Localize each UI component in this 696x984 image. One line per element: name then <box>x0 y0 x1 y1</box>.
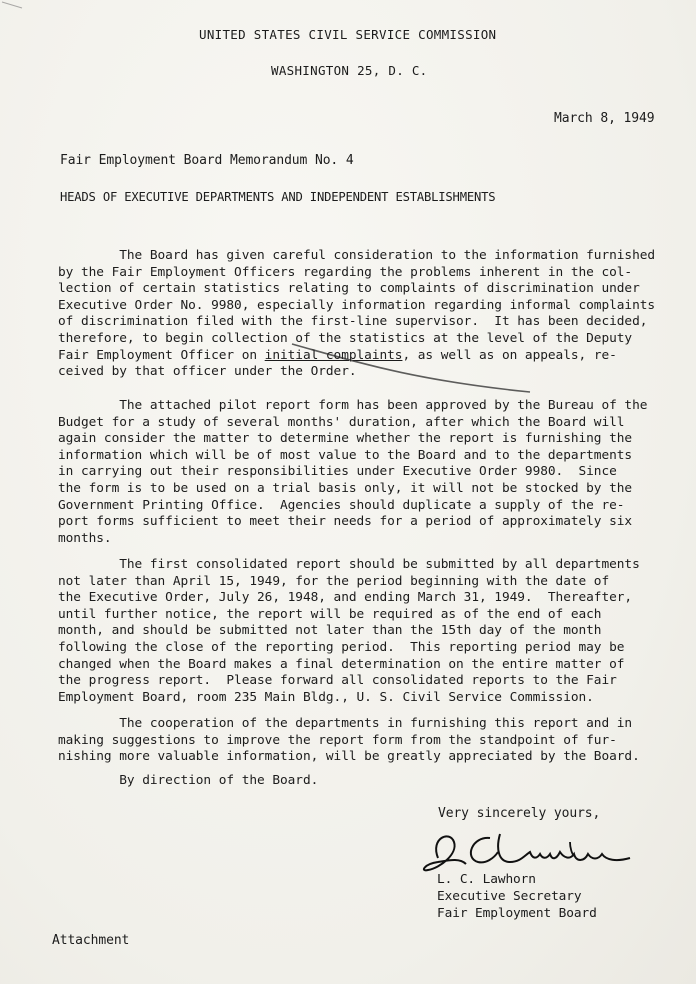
paragraph-4: The cooperation of the departments in furnishing this report and in making suggestions to improve the report form from the standpoint of fur- nishing more valuable information, will be greatly appreciated by the Board. <box>58 716 640 765</box>
paragraph-5: By direction of the Board. <box>58 773 319 788</box>
agency-heading: UNITED STATES CIVIL SERVICE COMMISSION <box>199 27 497 42</box>
handwritten-signature-icon <box>420 828 640 876</box>
paragraph-1-text-a: The Board has given careful consideration to the information furnished by the Fair Employment Officers regarding the problems inherent in the col- lection of certain statistics relating to complaints of discrimination under Executive Order No. 9980, especially information regarding informal complaints of discrimination filed with the first-line supervisor. It has been decided, therefore, to begin collection of the statistics at the level of the Deputy Fair Employment Officer on <box>58 248 656 363</box>
paragraph-3: The first consolidated report should be submitted by all departments not later than April 15, 1949, for the period beginning with the date of the Executive Order, July 26, 1948, and ending March 31, 1949. Thereafter, until further notice, the report will be required as of the end of each month, and should be submitted not later than the 15th day of the month following the close of the reporting period. This reporting period may be changed when the Board makes a final determination on the entire matter of the progress report. Please forward all consolidated reports to the Fair Employment Board, room 235 Main Bldg., U. S. Civil Service Commission. <box>58 557 640 705</box>
paragraph-1-text-b: , as well as on appeals, re- ceived by that officer under the Order. <box>58 347 617 380</box>
memo-title: Fair Employment Board Memorandum No. 4 <box>60 153 354 168</box>
attachment-note: Attachment <box>52 933 130 948</box>
paragraph-1-underlined: initial complaints <box>264 347 403 363</box>
closing-salutation: Very sincerely yours, <box>438 806 601 821</box>
signatory-board: Fair Employment Board <box>437 906 597 921</box>
signatory-name: L. C. Lawhorn <box>437 872 536 887</box>
corner-smudge-icon <box>0 0 40 20</box>
addressee: HEADS OF EXECUTIVE DEPARTMENTS AND INDEPENDENT ESTABLISHMENTS <box>60 190 496 204</box>
signatory-title: Executive Secretary <box>437 889 582 904</box>
letter-date: March 8, 1949 <box>554 111 655 126</box>
paragraph-2: The attached pilot report form has been approved by the Bureau of the Budget for a study of several months' duration, after which the Board will again consider the matter to determine whether the report is furnishing the information which will be of most value to the Board and to the departments in carrying out their responsibilities under Executive Order 9980. Since the form is to be used on a trial basis only, it will not be stocked by the Government Printing Office. Agencies should duplicate a supply of the re- port forms sufficient to meet their needs for a period of approximately six months. <box>58 398 648 546</box>
agency-location: WASHINGTON 25, D. C. <box>271 63 428 78</box>
pen-mark-icon <box>290 340 540 400</box>
